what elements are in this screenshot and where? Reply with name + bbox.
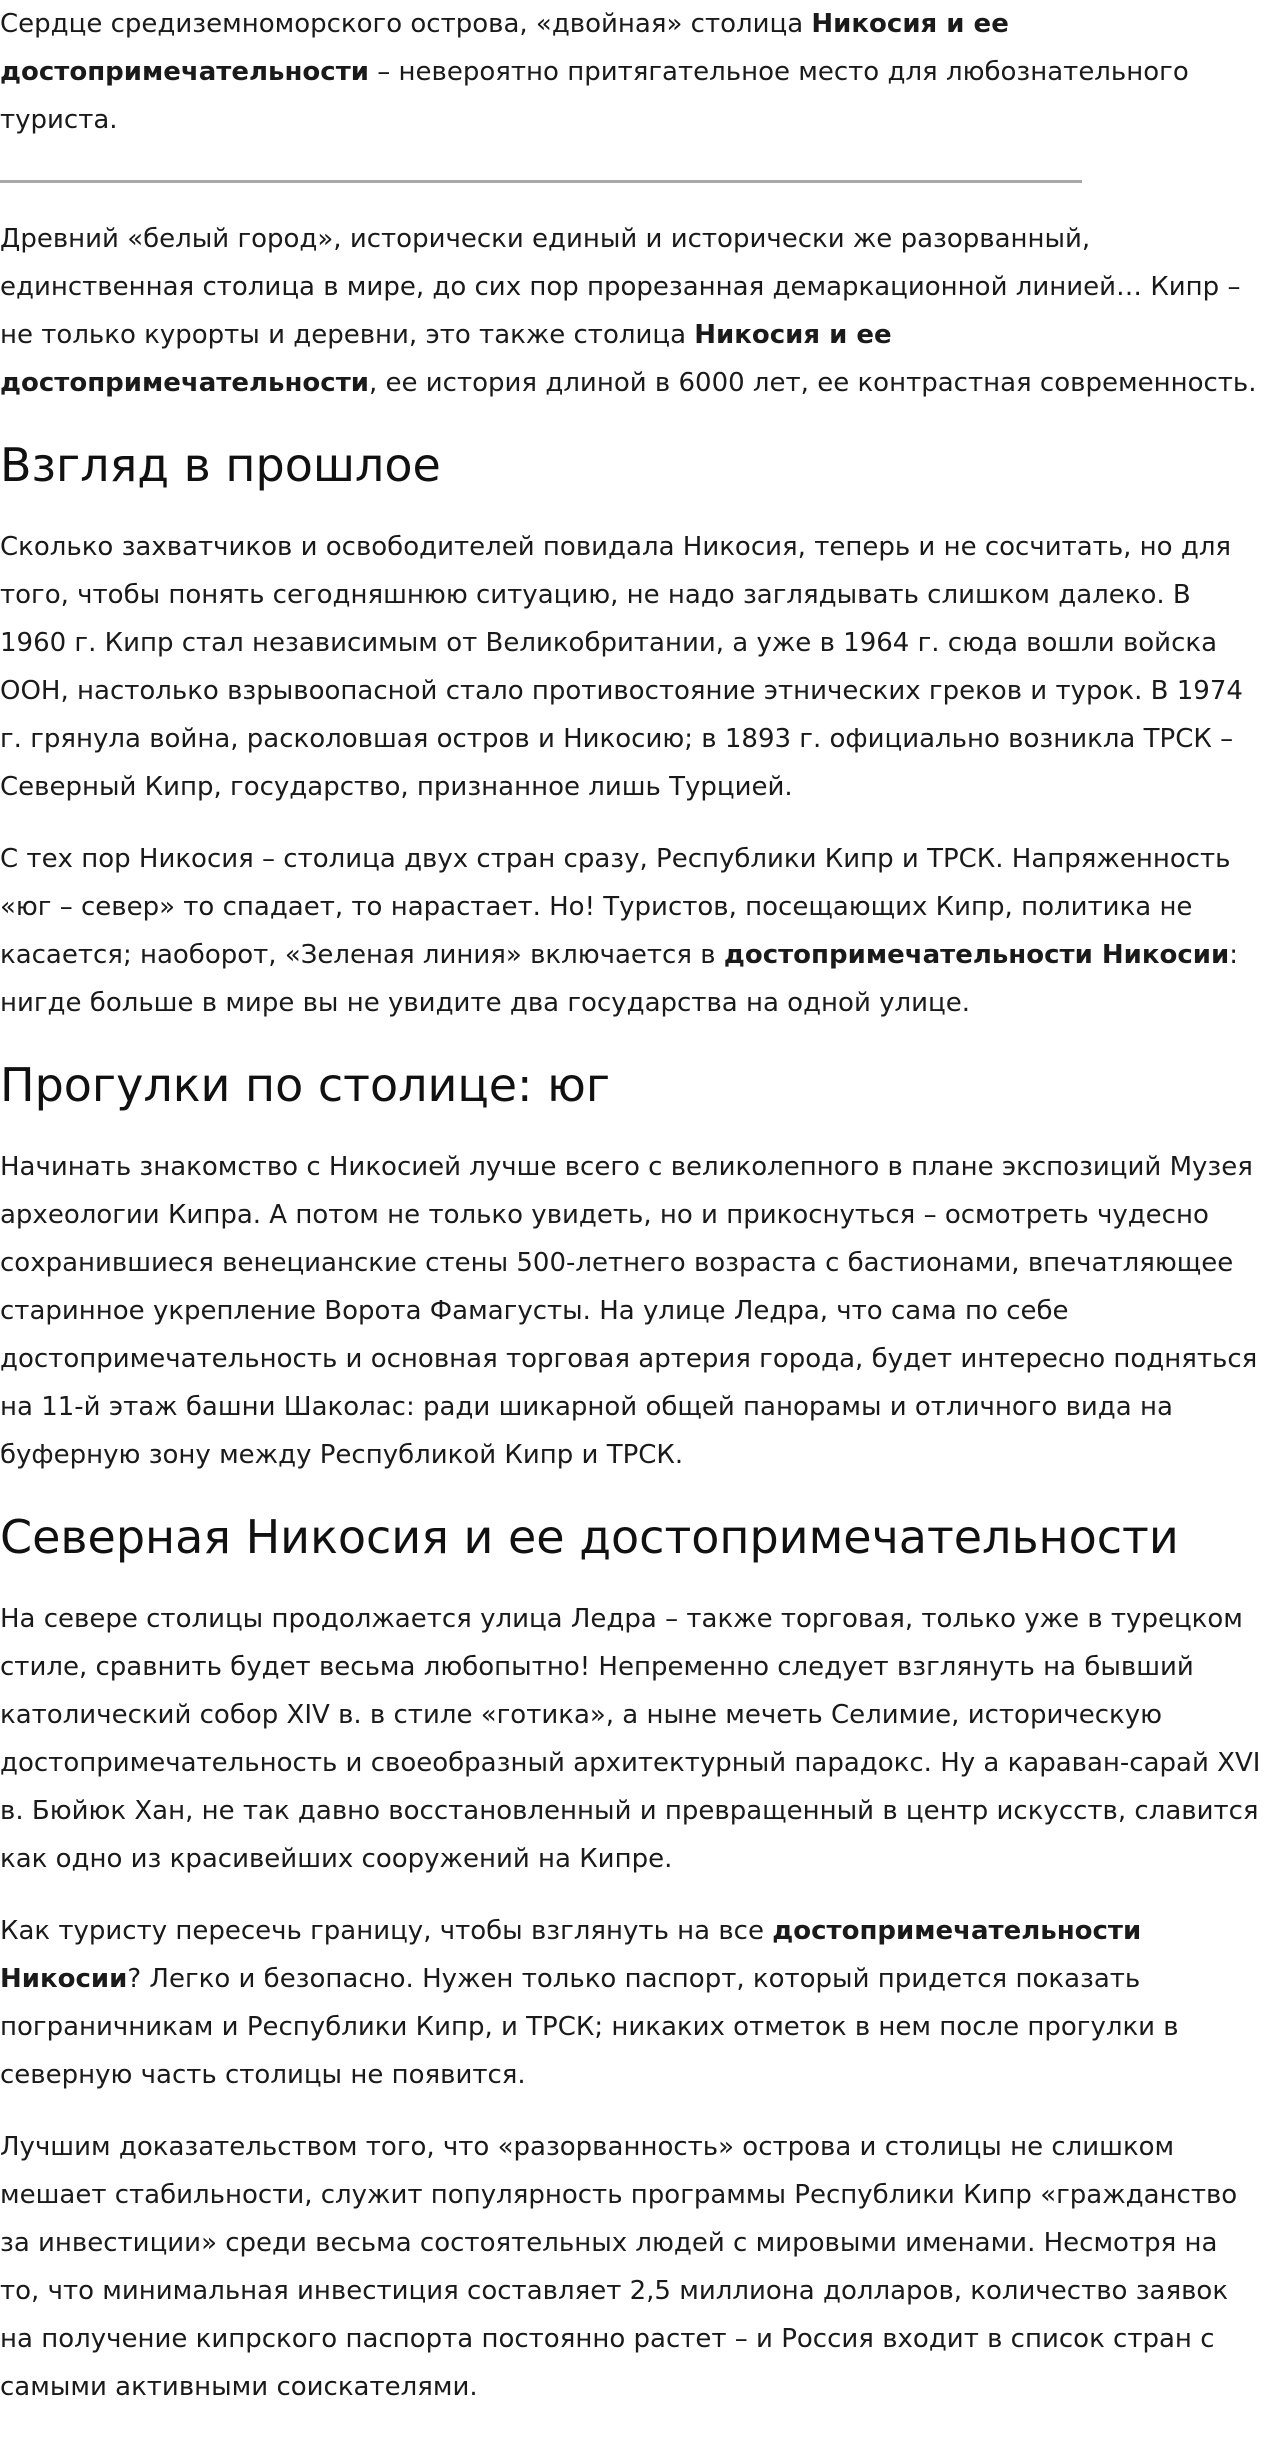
past-paragraph-2 — [0, 835, 1262, 1027]
intro-text-tail: – невероятно притягательное место для любознательного туриста. — [0, 57, 1189, 135]
north-paragraph-2 — [0, 1907, 1262, 2099]
intro-bold-term: Никосия и ее достопримечательности — [0, 9, 1009, 87]
lead-bold-term: Никосия и ее достопримечательности — [0, 320, 892, 398]
intro-paragraph — [0, 0, 1262, 144]
past-paragraph-1: Сколько захватчиков и освободителей повидала Никосия, теперь и не сосчитать, но для того, чтобы понять сегодняшнюю ситуацию, не надо заглядывать слишком далеко. В 1960 г. Кипр стал независимым от Великобритании, а уже в 1964 г. сюда вошли войска ООН, настолько взрывоопасной стало противостояние этнических греков и турок. В 1974 г. грянула война, расколовшая остров и Никосию; в 1893 г. официально возникла ТРСК – Северный Кипр, государство, признанное лишь Турцией. — [0, 532, 1243, 802]
divider — [0, 180, 1082, 183]
north-p2-text: Как туристу пересечь границу, чтобы взглянуть на все — [0, 1916, 773, 1946]
lead-paragraph — [0, 215, 1262, 407]
north-paragraph-3: Лучшим доказательством того, что «разорванность» острова и столицы не слишком мешает стабильности, служит популярность программы Республики Кипр «гражданство за инвестиции» среди весьма состоятельных людей с мировыми именами. Несмотря на то, что минимальная инвестиция составляет 2,5 миллиона долларов, количество заявок на получение кипрского паспорта постоянно растет – и Россия входит в список стран с самыми активными соискателями. — [0, 2132, 1238, 2402]
north-p2-text-tail: ? Легко и безопасно. Нужен только паспорт, который придется показать пограничникам и Республики Кипр, и ТРСК; никаких отметок в нем после прогулки в северную часть столицы не появится. — [0, 1964, 1179, 2090]
south-paragraph-1: Начинать знакомство с Никосией лучше всего с великолепного в плане экспозиций Музея археологии Кипра. А потом не только увидеть, но и прикоснуться – осмотреть чудесно сохранившиеся венецианские стены 500-летнего возраста с бастионами, впечатляющее старинное укрепление Ворота Фамагусты. На улице Ледра, что сама по себе достопримечательность и основная торговая артерия города, будет интересно подняться на 11-й этаж башни Шаколас: ради шикарной общей панорамы и отличного вида на буферную зону между Республикой Кипр и ТРСК. — [0, 1152, 1258, 1470]
heading-north-nicosia: Северная Никосия и ее достопримечательности — [0, 1510, 1179, 1564]
north-paragraph-1: На севере столицы продолжается улица Ледра – также торговая, только уже в турецком стиле, сравнить будет весьма любопытно! Непременно следует взглянуть на бывший католический собор XIV в. в стиле «готика», а ныне мечеть Селимие, историческую достопримечательность и своеобразный архитектурный парадокс. Ну а караван-сарай XVI в. Бюйюк Хан, не так давно восстановленный и превращенный в центр искусств, славится как одно из красивейших сооружений на Кипре. — [0, 1604, 1261, 1874]
past-p2-bold-term: достопримечательности Никосии — [723, 940, 1230, 970]
north-p2-bold-term: достопримечательности Никосии — [0, 1916, 1142, 1994]
heading-past: Взгляд в прошлое — [0, 438, 441, 492]
past-p2-text-tail: : нигде больше в мире вы не увидите два государства на одной улице. — [0, 940, 1238, 1018]
lead-text-tail: , ее история длиной в 6000 лет, ее контрастная современность. — [369, 368, 1257, 398]
lead-text: Древний «белый город», исторически единый и исторически же разорванный, единственная столица в мире, до сих пор прорезанная демаркационной линией… Кипр – не только курорты и деревни, это также столица — [0, 224, 1241, 350]
intro-text: Сердце средиземноморского острова, «двойная» столица — [0, 9, 812, 39]
heading-south-walks: Прогулки по столице: юг — [0, 1058, 611, 1112]
past-p2-text: С тех пор Никосия – столица двух стран сразу, Республики Кипр и ТРСК. Напряженность «юг – север» то спадает, то нарастает. Но! Туристов, посещающих Кипр, политика не касается; наоборот, «Зеленая линия» включается в — [0, 844, 1231, 970]
